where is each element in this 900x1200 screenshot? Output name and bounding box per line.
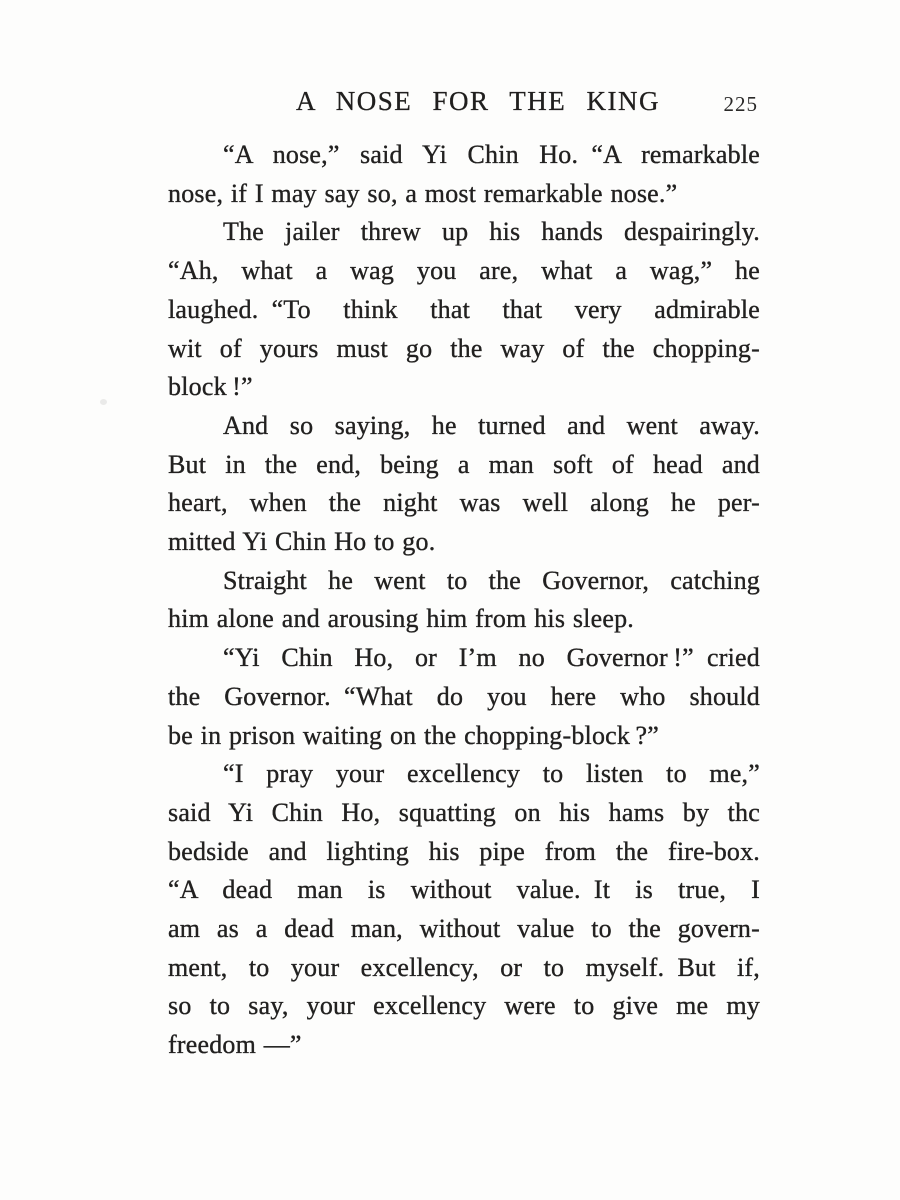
scan-speck [100,399,107,405]
text-line: But in the end, being a man soft of head and [168,449,760,479]
text-line: The jailer threw up his hands despairingly. [223,217,760,247]
paragraph [168,639,760,755]
chapter-title: A NOSE FOR THE KING [295,86,661,116]
text-line: ment, to your excellency, or to myself. But if, [168,952,760,982]
text-line: nose, if I may say so, a most remarkable nose.” [168,178,678,208]
text-line: “A nose,” said Yi Chin Ho. “A remarkable [223,140,760,169]
text-line: so to say, your excellency were to give me my [168,991,760,1021]
body-text [168,136,760,1065]
text-line: him alone and arousing him from his sleep. [168,604,634,634]
paragraph [168,407,760,562]
paragraph [168,562,760,639]
text-line: block !” [168,372,253,402]
text-line: said Yi Chin Ho, squatting on his hams by thc [168,797,760,827]
paragraph [168,213,760,407]
text-line: bedside and lighting his pipe from the fire-box. [168,836,760,866]
paragraph [168,755,760,1065]
running-header [168,86,760,120]
text-line: wit of yours must go the way of the chopping- [168,333,760,363]
text-line: heart, when the night was well along he per- [168,488,760,518]
text-line: Straight he went to the Governor, catching [223,565,760,595]
text-line: freedom —” [168,1030,302,1060]
paragraph [168,136,760,213]
text-line: “Ah, what a wag you are, what a wag,” he [168,256,760,286]
text-line: “I pray your excellency to listen to me,” [223,759,760,789]
text-line: laughed. “To think that that very admirable [168,294,760,324]
text-line: the Governor. “What do you here who should [168,681,760,711]
page-number: 225 [723,92,758,116]
text-line: mitted Yi Chin Ho to go. [168,527,436,557]
text-line: “A dead man is without value. It is true, I [168,875,760,905]
text-line: And so saying, he turned and went away. [223,410,760,440]
text-line: be in prison waiting on the chopping-block ?” [168,720,659,750]
text-line: “Yi Chin Ho, or I’m no Governor !” cried [223,643,760,673]
text-line: am as a dead man, without value to the govern- [168,914,760,944]
